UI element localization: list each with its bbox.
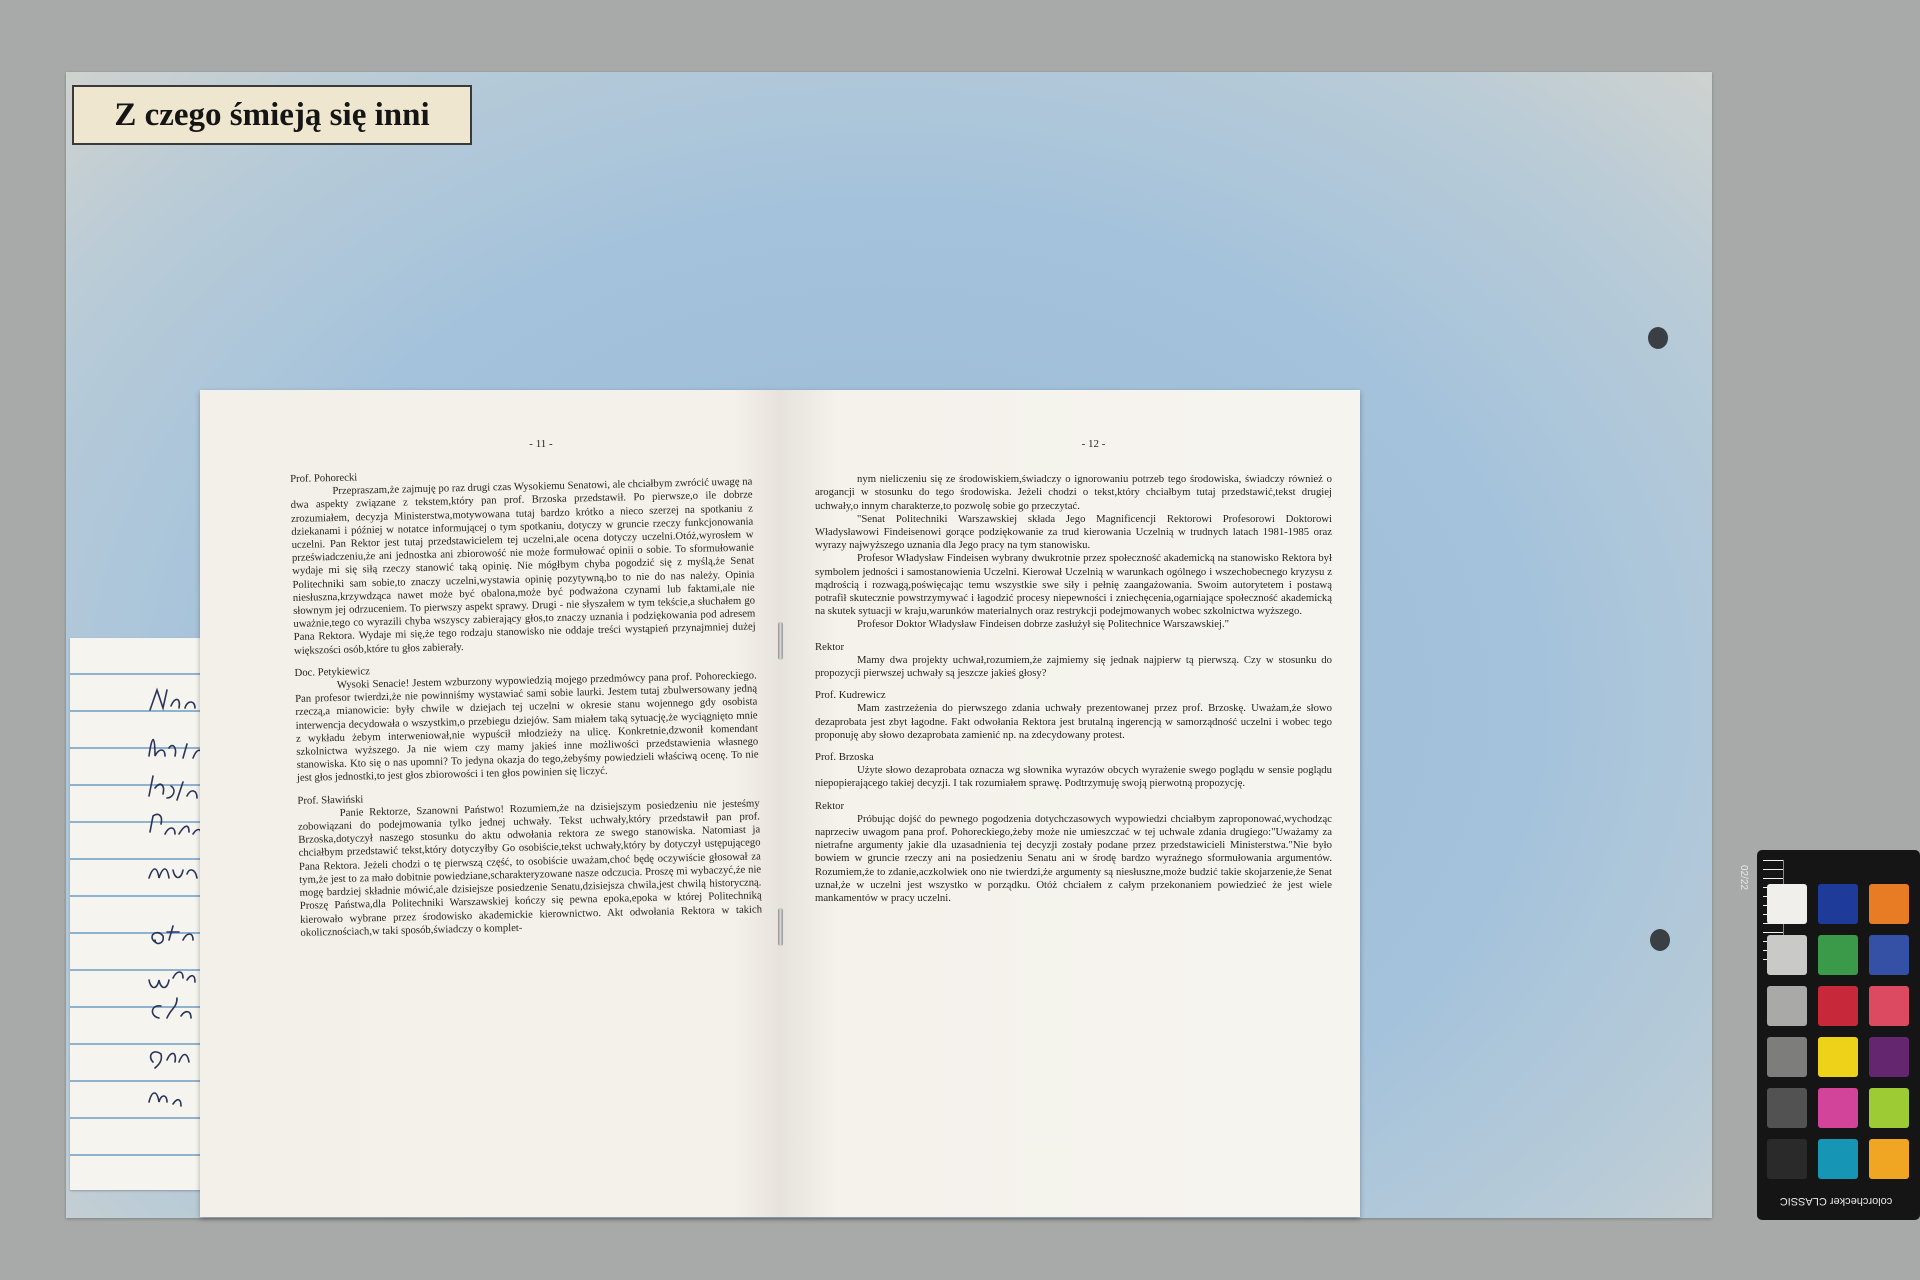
color-swatch: [1818, 1139, 1858, 1179]
speech-block: [815, 473, 1332, 513]
speaker-name: Prof. Brzoska: [815, 751, 874, 764]
speech-block: [815, 751, 1332, 791]
newspaper-clipping: [72, 85, 472, 145]
speech-block: [294, 657, 759, 786]
speech-text: Użyte słowo dezaprobata oznacza wg słownika wyrazów obcych wyrażenie swego poglądu w sensie poglądu niepopierającego takiej decyzji. I tak rozumiałem sprawę. Podtrzymuję swoją pierwotną propozycję.: [815, 764, 1332, 790]
color-swatch: [1767, 884, 1807, 924]
checker-label: colorchecker CLASSIC: [1779, 1195, 1893, 1207]
speech-text: Profesor Władysław Findeisen wybrany dwukrotnie przez społeczność akademicką na stanowisko Rektora był symbolem jedności i samostanowienia Uczelni. Kierował Uczelnią w warunkach ogólnego i wszechobecnego kryzysu z mądrością i rozwagą,poświęcając temu wszystkie swe siły i pełnię zaangażowania. Swoim autorytetem i postawą potrafił skutecznie powstrzymywać i łagodzić procesy niepewności i zniechęcenia,ogarniające społeczność akademicką na skutek sytuacji w kraju,warunków materialnych oraz restrykcji podejmowanych wobec szkolnictwa wyższego.: [815, 552, 1332, 618]
speech-block: [815, 513, 1332, 553]
color-swatch: [1767, 986, 1807, 1026]
page-12: [780, 390, 1360, 1217]
speech-text: Panie Rektorze, Szanowni Państwo! Rozumiem,że na dzisiejszym posiedzeniu nie jesteśmy zobowiązani do podejmowania tylko jednej uchwały. Tekst uchwały,który przedstawił pan prof. Brzoska,dotyczył naszego stosunku do aktu odwołania rektora ze swego stanowiska. Natomiast ja chciałbym przedstawić tekst,który dotyczyłby Go osobiście,tekst uchwały,który by dotyczył ustępującego Pana Rektora. Jeżeli chodzi o tę pierwszą część, to osobiście uważam,choć będę oczywiście głosował za tym,że jest to za mało dobitnie powiedziane,scharakteryzowane nasze odczucia. Proszę mi wybaczyć,że nie mogę bardziej składnie mówić,ale dzisiejsze posiedzenie Senatu,dzisiejsza chwila,jest chwilą historyczną. Proszę Państwa,dla Politechniki Warszawskiej kończy się pewna epoka,epoka w której Politechniką kierowało wybrane przez środowisko akademickie kierownictwo. Akt odwołania Rektora w takich okolicznościach,w taki sposób,świadczy o komplet-: [297, 797, 763, 939]
speech-text: Przepraszam,że zajmuję po raz drugi czas Wysokiemu Senatowi, ale chciałbym zwrócić uwagę na dwa aspekty związane z tekstem,który pan prof. Brzoska przedstawił. Po pierwsze,o ile dobrze zrozumiałem, decyzja Ministerstwa,motywowana tutaj bardzo krótko a nieco szerzej na spotkaniu z dziekanami i później w notatce informującej o tym spotkaniu, dotyczy w gruncie rzeczy funkcjonowania uczelni. Pan Rektor jest tutaj przedstawicielem tej uczelni,ale ocena dotyczy uczelni.Otóż,wyrosłem w przeświadczeniu,że ani jednostka ani zbiorowość nie może formułować opinii o sobie. To sformułowanie wydaje mi się siłą rzeczy stanowić taką opinię. Nie mógłbym chyba pogodzić się z myślą,że Senat Politechniki sam sobie,to znaczy uczelni,wystawia opinię pozytywną,bo to nie do nas należy. Opinia niesłuszna,krzywdząca nawet może być obalona,może być podważona czynami lub faktami,ale nie słownym jej odrzuceniem. To pierwszy aspekt sprawy. Drugi - nie słyszałem w tym tekście,a słuchałem go uważnie,tego co wyrazili chyba wszyscy zabierający głos,to znaczy uznania i podziękowania pod adresem Pana Rektora. Wydaje mi się,że tego rodzaju stanowisko nie oddaje treści wystąpień przynajmniej dużej większości osób,które tu głos zabierały.: [290, 475, 756, 657]
speaker-name: Rektor: [815, 799, 845, 812]
color-swatch: [1767, 1037, 1807, 1077]
color-swatch: [1818, 935, 1858, 975]
speaker-name: Prof. Pohorecki: [290, 471, 358, 486]
speech-text: nym nieliczeniu się ze środowiskiem,świadczy o ignorowaniu potrzeb tego środowiska, świadczy również o arogancji w stosunku do tego środowiska. Jeżeli chodzi o tekst,który chciałbym tutaj przedstawić,tekst drugiej uchwały,o innym charakterze,to pozwolę sobie go przeczytać.: [815, 473, 1332, 512]
punch-hole: [1650, 929, 1670, 951]
color-swatch: [1767, 935, 1807, 975]
color-swatch: [1818, 1037, 1858, 1077]
page-11-text: [290, 463, 762, 940]
speech-text: Mam zastrzeżenia do pierwszego zdania uchwały prezentowanej przez prof. Brzoskę. Uważam,że słowo dezaprobata jest zbyt łagodne. Fakt odwołania Rektora jest brutalną ingerencją w samorządność uczelni i wobec tego proponuję aby słowo dezaprobata zamienić np. na zdecydowany protest.: [815, 702, 1332, 741]
color-swatch: [1818, 884, 1858, 924]
speech-block: [815, 552, 1332, 618]
page-12-text: [815, 473, 1332, 905]
page-number: - 12 -: [1081, 438, 1106, 450]
speech-text: Mamy dwa projekty uchwał,rozumiem,że zajmiemy się jednak najpierw tą pierwszą. Czy w stosunku do propozycji pierwszej uchwały są jeszcze jakieś głosy?: [815, 653, 1332, 680]
speech-block: [815, 689, 1332, 742]
color-swatch: [1869, 1139, 1909, 1179]
staple: [778, 622, 783, 660]
senate-minutes-booklet: [200, 390, 1360, 1217]
speaker-name: Prof. Sławiński: [297, 793, 364, 807]
speech-text: Profesor Doktor Władysław Findeisen dobrze zasłużył się Politechnice Warszawskiej.": [857, 618, 1230, 631]
punch-hole: [1648, 327, 1668, 349]
checker-code: 02/22: [1738, 865, 1749, 891]
speech-text: Wysoki Senacie! Jestem wzburzony wypowiedzią mojego przedmówcy pana prof. Pohoreckiego. Pan profesor twierdzi,że nie powinniśmy wystawiać sami sobie laurki. Jestem tutaj zbulwersowany jedną rzeczą,a mianowicie: były chwile w dziejach tej uczelni w okresie stanu wojennego gdy osobista interwencja decydowała o wszystkim,o przebiegu dziejów. Sam miałem taką sytuację,że wyciągnięto mnie z wykładu żebym interweniował,nie wypuścił młodzieży na ulicę. Konkretnie,dzwonił komendant szkolnictwa wyższego. Ja nie wiem czy mamy jakieś inne możliwości przedstawienia własnego stanowiska. Kto się o nas upomni? To jedyna okazja do tego,żebyśmy powiedzieli właściwą ocenę. To nie jest głos jednostki,to jest głos zbiorowości i ten głos powinien się liczyć.: [294, 669, 759, 785]
speech-block: [290, 463, 756, 658]
staple: [778, 908, 783, 946]
color-swatch: [1869, 986, 1909, 1026]
clipping-title: Z czego śmieją się inni: [114, 96, 430, 133]
speech-block: [815, 641, 1332, 681]
color-swatch: [1869, 935, 1909, 975]
color-swatch: [1767, 1139, 1807, 1179]
color-swatch: [1869, 1088, 1909, 1128]
speech-block: [815, 800, 1332, 906]
color-swatch: [1767, 1088, 1807, 1128]
color-swatch: [1818, 986, 1858, 1026]
speaker-name: Doc. Petykiewicz: [294, 665, 371, 679]
color-swatch: [1818, 1088, 1858, 1128]
page-number: - 11 -: [529, 438, 553, 450]
speaker-name: Rektor: [815, 640, 845, 653]
color-swatch: [1869, 1037, 1909, 1077]
speech-text: Próbując dojść do pewnego pogodzenia dotychczasowych wypowiedzi chciałbym zaproponować,wychodząc naprzeciw uwagom pana prof. Pohoreckiego,żeby może nie umieszczać w tej uchwale zdania drugiego:"Uważamy za nietrafne argumenty jakie dla uzasadnienia tej decyzji zostały podane przez przedstawicieli Ministerstwa."Nie było bowiem w gruncie rzeczy ani na posiedzeniu Senatu ani w środę bardzo wyraźnego sformułowania argumentów. Rozumiem,że to zdanie,aczkolwiek ono nie twierdzi,że argumenty są niesłuszne,może budzić takie skojarzenie,że Senat uznał,że w uczelni jest wszystko w porządku. Otóż chciałem z całym przekonaniem powiedzieć że jest wiele mankamentów w pracy uczelni.: [815, 812, 1332, 905]
color-swatch: [1869, 884, 1909, 924]
speaker-name: Prof. Kudrewicz: [815, 689, 886, 702]
speech-text: "Senat Politechniki Warszawskiej składa Jego Magnificencji Rektorowi Profesorowi Doktorowi Władysławowi Findeisenowi gorące podziękowanie za trud kierowania Uczelnią w trudnych latach 1981-1985 oraz wyrazy najwyższego uznania dla Jego pracy na tym stanowisku.: [815, 512, 1332, 552]
color-checker-card: [1738, 850, 1920, 1220]
speech-block: [815, 618, 1332, 631]
page-11: [200, 390, 780, 1217]
speech-block: [297, 784, 762, 940]
